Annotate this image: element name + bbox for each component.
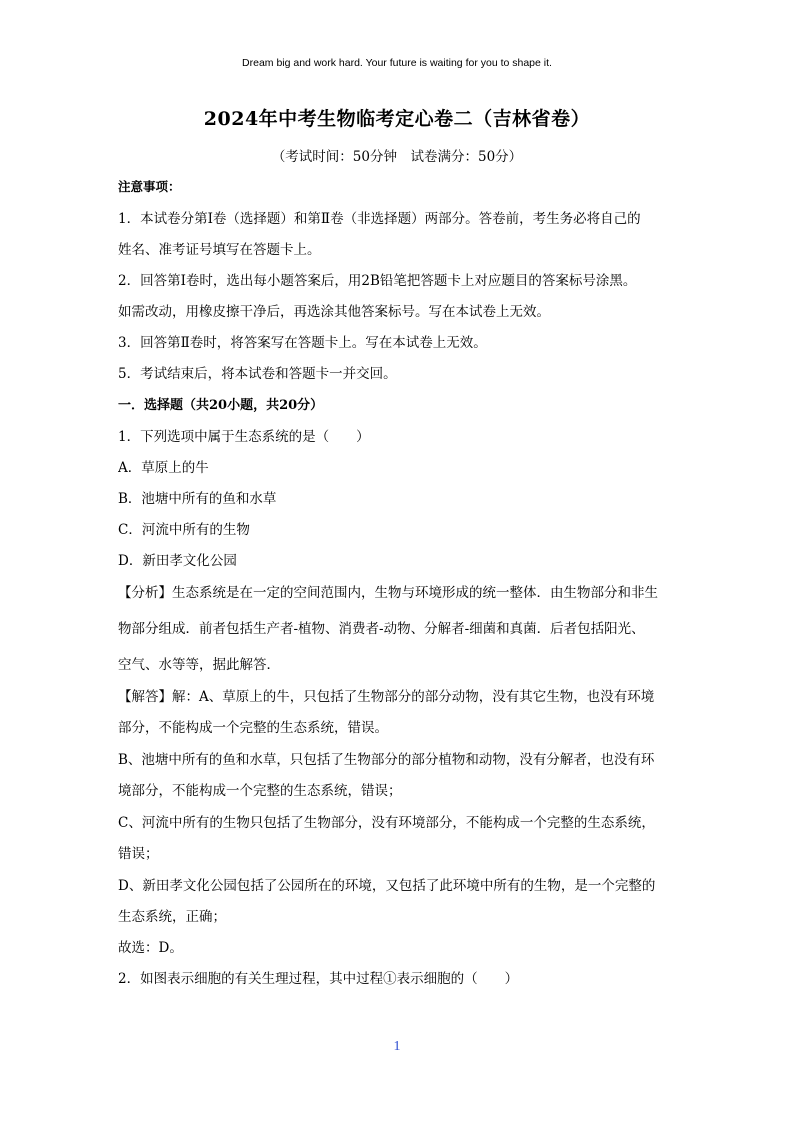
analysis-line: 空气、水等等，据此解答． xyxy=(118,657,280,673)
notice-line: 3．回答第Ⅱ卷时，将答案写在答题卡上。写在本试卷上无效。 xyxy=(118,335,487,351)
answer-line: 错误； xyxy=(118,846,159,862)
question-2-stem: 2．如图表示细胞的有关生理过程，其中过程①表示细胞的（ ） xyxy=(118,971,519,987)
exam-title: 2024年中考生物临考定心卷二（吉林省卷） xyxy=(203,108,591,130)
answer-line: 故选：D。 xyxy=(118,940,183,956)
notice-heading: 注意事项： xyxy=(118,179,181,194)
answer-line: 【解答】解：A、草原上的牛，只包括了生物部分的部分动物，没有其它生物，也没有环境 xyxy=(118,689,655,705)
notice-line: 如需改动，用橡皮擦干净后，再选涂其他答案标号。写在本试卷上无效。 xyxy=(118,304,550,320)
question-1-option-d: D．新田孝文化公园 xyxy=(118,553,237,569)
question-1-option-b: B．池塘中所有的鱼和水草 xyxy=(118,491,277,507)
header-motto: Dream big and work hard. Your future is waiting for you to shape it. xyxy=(242,57,552,69)
notice-line: 2．回答第Ⅰ卷时，选出每小题答案后，用2B铅笔把答题卡上对应题目的答案标号涂黑。 xyxy=(118,273,637,289)
analysis-line: 物部分组成．前者包括生产者-植物、消费者-动物、分解者-细菌和真菌．后者包括阳光、 xyxy=(118,621,645,637)
question-1-stem: 1．下列选项中属于生态系统的是（ ） xyxy=(118,429,370,445)
exam-subtitle: （考试时间：50分钟 试卷满分：50分） xyxy=(271,149,523,165)
question-1-option-a: A．草原上的牛 xyxy=(118,460,209,476)
answer-line: D、新田孝文化公园包括了公园所在的环境，又包括了此环境中所有的生物，是一个完整的 xyxy=(118,878,656,894)
answer-line: C、河流中所有的生物只包括了生物部分，没有环境部分，不能构成一个完整的生态系统， xyxy=(118,815,655,831)
notice-line: 5．考试结束后，将本试卷和答题卡一并交回。 xyxy=(118,366,397,382)
notice-line: 姓名、准考证号填写在答题卡上。 xyxy=(118,242,321,258)
answer-line: 部分，不能构成一个完整的生态系统，错误。 xyxy=(118,720,388,736)
analysis-line: 【分析】生态系统是在一定的空间范围内，生物与环境形成的统一整体．由生物部分和非生 xyxy=(118,585,658,601)
answer-line: 境部分，不能构成一个完整的生态系统，错误； xyxy=(118,783,402,799)
page-number: 1 xyxy=(393,1039,401,1054)
question-1-option-c: C．河流中所有的生物 xyxy=(118,522,250,538)
notice-line: 1．本试卷分第Ⅰ卷（选择题）和第Ⅱ卷（非选择题）两部分。答卷前，考生务必将自己的 xyxy=(118,211,641,227)
section-heading: 一．选择题（共20小题，共20分） xyxy=(118,398,324,413)
answer-line: B、池塘中所有的鱼和水草，只包括了生物部分的部分植物和动物，没有分解者，也没有环 xyxy=(118,752,655,768)
answer-line: 生态系统，正确； xyxy=(118,909,226,925)
